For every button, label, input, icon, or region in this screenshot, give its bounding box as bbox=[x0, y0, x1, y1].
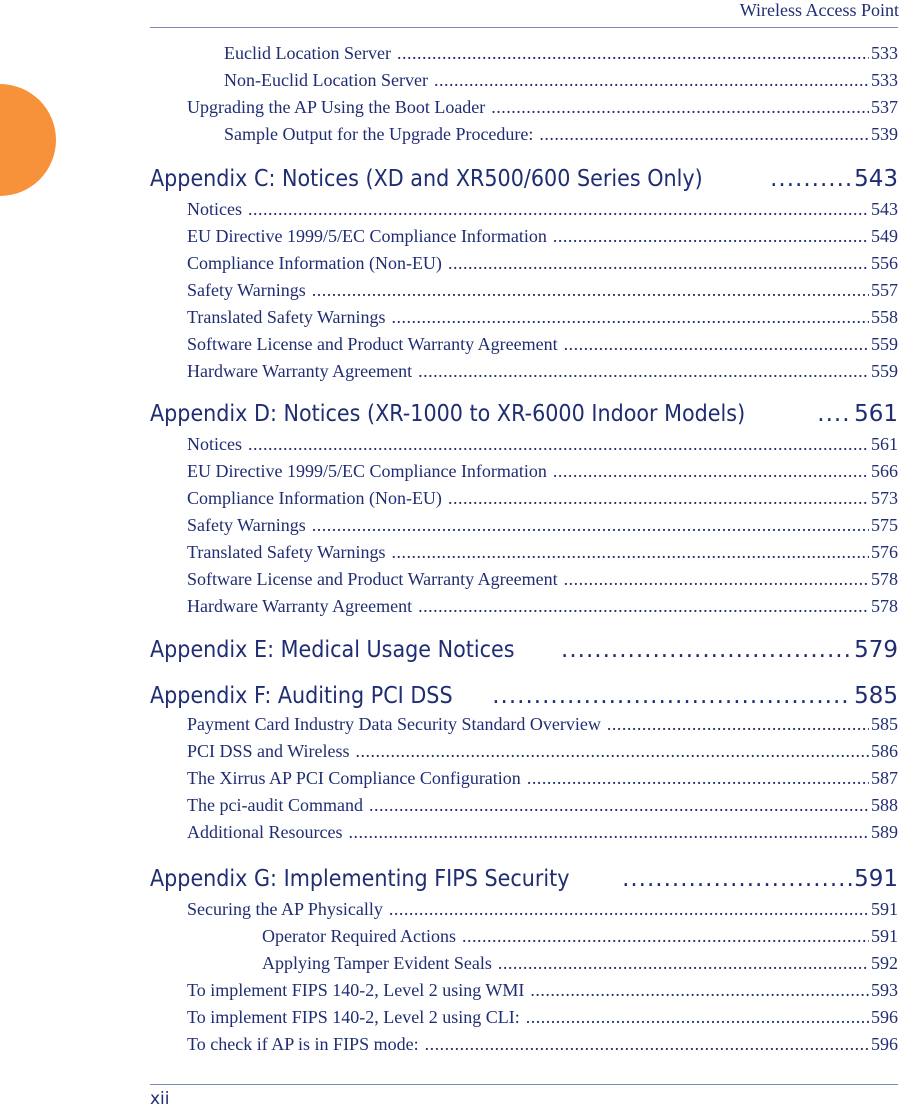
toc-page-number: 557 bbox=[871, 280, 898, 300]
toc-page-number: 591 bbox=[854, 866, 898, 892]
toc-entry[interactable]: Translated Safety Warnings ..... 576 bbox=[187, 542, 898, 563]
toc-entry[interactable]: Translated Safety Warnings ..... 558 bbox=[187, 307, 898, 328]
toc-page-number: 566 bbox=[871, 461, 898, 481]
toc-page-number: 539 bbox=[871, 124, 898, 144]
toc-entry[interactable]: Hardware Warranty Agreement ..... 578 bbox=[187, 596, 898, 617]
footer-rule bbox=[150, 1084, 898, 1085]
toc-entry[interactable]: To implement FIPS 140-2, Level 2 using WMI ..... 593 bbox=[187, 980, 898, 1001]
toc-page-number: 537 bbox=[871, 97, 898, 117]
toc-entry[interactable]: Operator Required Actions ..... 591 bbox=[262, 926, 898, 947]
toc-page-number: 533 bbox=[871, 70, 898, 90]
toc-entry[interactable]: Compliance Information (Non-EU) ..... 556 bbox=[187, 253, 898, 274]
toc-page-number: 593 bbox=[871, 980, 898, 1000]
toc-page-number: 556 bbox=[871, 253, 898, 273]
toc-page-number: 561 bbox=[871, 434, 898, 454]
toc-page-number: 585 bbox=[871, 714, 898, 734]
toc-entry[interactable]: Additional Resources ..... 589 bbox=[187, 822, 898, 843]
toc-page-number: 576 bbox=[871, 542, 898, 562]
toc-entry[interactable]: To check if AP is in FIPS mode: ..... 596 bbox=[187, 1034, 898, 1055]
toc-entry[interactable]: Safety Warnings ..... 575 bbox=[187, 515, 898, 536]
toc-entry[interactable]: Non-Euclid Location Server ..... 533 bbox=[224, 70, 898, 91]
toc-page-number: 579 bbox=[854, 637, 898, 663]
toc-entry[interactable]: Software License and Product Warranty Agreement ..... 559 bbox=[187, 334, 898, 355]
toc-entry[interactable]: EU Directive 1999/5/EC Compliance Information ..... 566 bbox=[187, 461, 898, 482]
toc-entry[interactable]: Safety Warnings ..... 557 bbox=[187, 280, 898, 301]
toc-appendix-d-heading[interactable]: Appendix D: Notices (XR-1000 to XR-6000 Indoor Models) ..... 561 bbox=[150, 401, 898, 427]
toc-entry[interactable]: Securing the AP Physically ..... 591 bbox=[187, 899, 898, 920]
toc-page-number: 561 bbox=[854, 401, 898, 427]
toc-appendix-f-heading[interactable]: Appendix F: Auditing PCI DSS ..... 585 bbox=[150, 683, 898, 709]
toc-page-number: 592 bbox=[871, 953, 898, 973]
toc-entry[interactable]: To implement FIPS 140-2, Level 2 using CLI: ..... 596 bbox=[187, 1007, 898, 1028]
header-rule bbox=[150, 27, 898, 28]
toc-appendix-c-heading[interactable]: Appendix C: Notices (XD and XR500/600 Series Only) ..... 543 bbox=[150, 166, 898, 192]
toc-page-number: 589 bbox=[871, 822, 898, 842]
toc-entry[interactable]: Software License and Product Warranty Agreement ..... 578 bbox=[187, 569, 898, 590]
toc-entry[interactable]: The pci-audit Command ..... 588 bbox=[187, 795, 898, 816]
toc-page-number: 575 bbox=[871, 515, 898, 535]
toc-page-number: 588 bbox=[871, 795, 898, 815]
toc-entry[interactable]: Applying Tamper Evident Seals ..... 592 bbox=[262, 953, 898, 974]
toc-page-number: 596 bbox=[871, 1007, 898, 1027]
toc-page-number: 558 bbox=[871, 307, 898, 327]
toc-appendix-e-heading[interactable]: Appendix E: Medical Usage Notices ..... 579 bbox=[150, 637, 898, 663]
toc-page-number: 585 bbox=[854, 683, 898, 709]
toc-page-number: 578 bbox=[871, 596, 898, 616]
toc-page-number: 573 bbox=[871, 488, 898, 508]
toc-entry[interactable]: The Xirrus AP PCI Compliance Configuration ..... 587 bbox=[187, 768, 898, 789]
toc-entry[interactable]: Sample Output for the Upgrade Procedure: ..... 539 bbox=[224, 124, 898, 145]
toc-page-number: 586 bbox=[871, 741, 898, 761]
toc-page-number: 596 bbox=[871, 1034, 898, 1054]
toc-entry[interactable]: EU Directive 1999/5/EC Compliance Information ..... 549 bbox=[187, 226, 898, 247]
toc-entry[interactable]: Upgrading the AP Using the Boot Loader ..... 537 bbox=[187, 97, 898, 118]
toc-entry[interactable]: PCI DSS and Wireless ..... 586 bbox=[187, 741, 898, 762]
section-tab-marker bbox=[0, 84, 56, 196]
toc-page-number: 578 bbox=[871, 569, 898, 589]
running-header-title: Wireless Access Point bbox=[739, 0, 899, 20]
toc-entry[interactable]: Notices ..... 543 bbox=[187, 199, 898, 220]
toc-page-number: 543 bbox=[854, 166, 898, 192]
toc-appendix-g-heading[interactable]: Appendix G: Implementing FIPS Security ..... 591 bbox=[150, 866, 898, 892]
toc-page-number: 533 bbox=[871, 43, 898, 63]
toc-page-number: 591 bbox=[871, 899, 898, 919]
toc-page-number: 543 bbox=[871, 199, 898, 219]
toc-entry[interactable]: Compliance Information (Non-EU) ..... 573 bbox=[187, 488, 898, 509]
toc-page-number: 591 bbox=[871, 926, 898, 946]
toc-page-number: 559 bbox=[871, 361, 898, 381]
toc-page-number: 559 bbox=[871, 334, 898, 354]
toc-entry[interactable]: Euclid Location Server ..... 533 bbox=[224, 43, 898, 64]
toc-entry[interactable]: Payment Card Industry Data Security Standard Overview ..... 585 bbox=[187, 714, 898, 735]
toc-entry[interactable]: Notices ..... 561 bbox=[187, 434, 898, 455]
toc-page-number: 549 bbox=[871, 226, 898, 246]
footer-page-number: xii bbox=[150, 1089, 170, 1109]
toc-entry[interactable]: Hardware Warranty Agreement ..... 559 bbox=[187, 361, 898, 382]
toc-page-number: 587 bbox=[871, 768, 898, 788]
